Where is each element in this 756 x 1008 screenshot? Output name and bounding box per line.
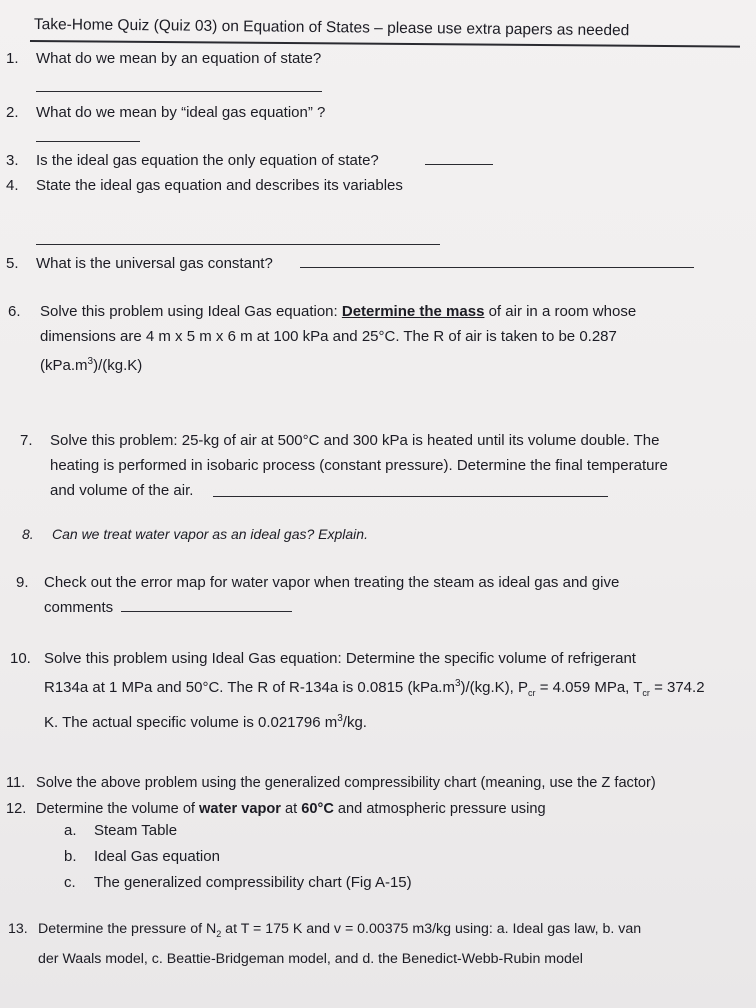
question-number: 9. — [16, 574, 29, 591]
question-text: Is the ideal gas equation the only equation of state? — [36, 152, 379, 169]
question-line: R134a at 1 MPa and 50°C. The R of R-134a is 0.0815 $(kPa.m^3)/(kg.K)$, $P_{cr} = 4.059$ MPa, $T_{cr} = 374.2$ — [44, 678, 705, 698]
question-number: 13. — [8, 921, 28, 937]
sub-item-label: b. — [64, 848, 77, 865]
sub-item-b — [64, 848, 220, 865]
question-line: Solve this problem using Ideal Gas equation: Determine the mass of air in a room whose — [40, 303, 637, 320]
sub-item-text: Steam Table — [94, 822, 178, 839]
quiz-title: Take-Home Quiz (Quiz 03) on Equation of States – please use extra papers as needed — [33, 16, 630, 40]
answer-line — [36, 91, 322, 92]
question-12: 12. Determine the volume of water vapor at 60°C and atmospheric pressure using — [6, 797, 546, 822]
answer-line — [300, 267, 694, 268]
question-line: $(kPa.m^3)/(kg.K)$ — [40, 356, 143, 374]
question-number: 6. — [8, 303, 21, 320]
sub-item-label: c. — [64, 874, 76, 891]
question-1 — [6, 46, 321, 71]
question-text: State the ideal gas equation and describes its variables — [36, 177, 403, 194]
question-line: dimensions are 4 m x 5 m x 6 m at 100 kPa and 25°C. The R of air is taken to be 0.287 — [40, 328, 617, 345]
question-number: 3. — [6, 152, 19, 169]
emphasis-text: Determine the mass — [341, 303, 485, 320]
question-text: Solve the above problem using the generalized compressibility chart (meaning, use the Z factor) — [36, 775, 656, 791]
question-3 — [6, 148, 379, 173]
question-number: 2. — [6, 104, 19, 121]
question-number: 4. — [6, 177, 19, 194]
question-2 — [6, 100, 325, 125]
answer-line — [213, 496, 608, 497]
answer-line — [121, 611, 292, 612]
question-line: K. The actual specific volume is 0.021796 $m^3/kg$. — [44, 713, 367, 731]
answer-line — [36, 244, 440, 245]
question-number: 12. — [6, 801, 27, 817]
question-number: 5. — [6, 255, 19, 272]
question-text: What is the universal gas constant? — [36, 255, 273, 272]
question-number: 1. — [6, 50, 19, 67]
question-line: comments — [44, 599, 114, 616]
question-11 — [6, 771, 656, 796]
question-5 — [6, 251, 273, 276]
question-line: Check out the error map for water vapor when treating the steam as ideal gas and give — [44, 574, 620, 591]
question-number: 7. — [20, 432, 33, 449]
question-number: 11. — [6, 775, 26, 791]
question-4 — [6, 173, 403, 198]
question-8 — [22, 522, 368, 547]
answer-line — [425, 164, 493, 165]
question-line: and volume of the air. — [50, 482, 194, 499]
question-line: Determine the pressure of $N_2$ at T = 175 K and v = 0.00375 m3/kg using: a. Ideal gas law, b. van — [38, 921, 642, 939]
question-text: What do we mean by “ideal gas equation” ? — [36, 104, 326, 121]
emphasis-text: water vapor — [199, 801, 281, 817]
answer-line — [36, 141, 140, 142]
question-line: Solve this problem: 25-kg of air at 500°C and 300 kPa is heated until its volume double. The — [50, 432, 660, 449]
sub-item-a — [64, 822, 177, 839]
sub-item-label: a. — [64, 822, 77, 839]
question-line: heating is performed in isobaric process (constant pressure). Determine the final temperature — [50, 457, 668, 474]
question-number: 8. — [22, 526, 34, 542]
question-number: 10. — [10, 650, 31, 667]
sub-item-text: The generalized compressibility chart (Fig A-15) — [94, 874, 412, 891]
sub-item-text: Ideal Gas equation — [94, 848, 220, 865]
question-line: Solve this problem using Ideal Gas equation: Determine the specific volume of refrigerant — [44, 650, 636, 667]
question-text: Can we treat water vapor as an ideal gas? Explain. — [52, 526, 368, 542]
question-text: What do we mean by an equation of state? — [36, 50, 322, 67]
question-line: der Waals model, c. Beattie-Bridgeman model, and d. the Benedict-Webb-Rubin model — [38, 950, 583, 967]
sub-item-c — [64, 874, 412, 891]
emphasis-text: 60°C — [301, 801, 334, 817]
